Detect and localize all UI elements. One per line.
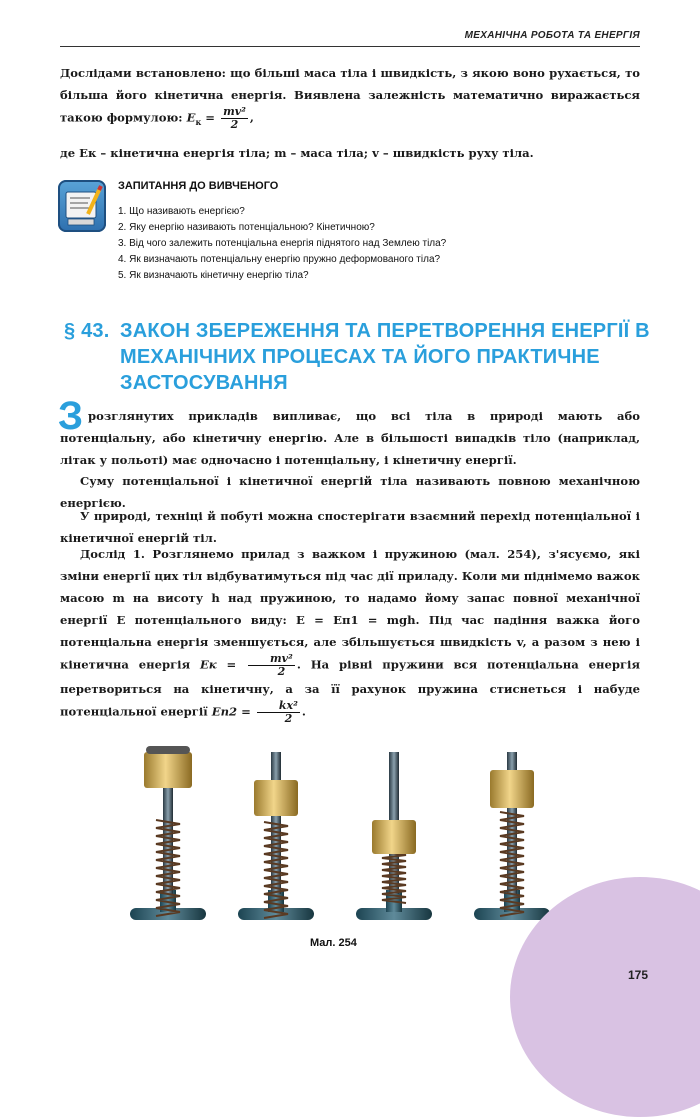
apparatus-4 (474, 752, 550, 920)
questions-title: ЗАПИТАННЯ ДО ВИВЧЕНОГО (118, 180, 279, 192)
kinetic-formula-lhs: Eк = (199, 657, 237, 672)
spring-energy-formula (257, 700, 300, 725)
apparatus-2 (238, 752, 314, 920)
spring-formula-lhs: Eп2 = (211, 704, 251, 719)
kinetic-energy-formula (221, 106, 248, 131)
questions-list (118, 204, 446, 284)
apparatus-1 (130, 746, 206, 920)
question-item: 5. Як визначають кінетичну енергію тіла? (118, 270, 309, 281)
intro-comma: , (249, 110, 254, 125)
formula-denominator: 2 (277, 665, 286, 678)
question-item: 2. Яку енергію називають потенціальною? Кінетичною? (118, 222, 375, 233)
kinetic-energy-formula-2 (248, 653, 295, 678)
question-item: 4. Як визначають потенціальну енергію пружно деформованого тіла? (118, 254, 441, 265)
formula-numerator: mv² (223, 105, 246, 118)
section-number: § 43. (64, 320, 110, 342)
body-paragraph-1: розглянутих прикладів випливає, що всі тіла в природі мають або потенціальну, або кінетичну енергію. Але в більшості випадків тіло (наприклад, літак у польоті) має одночасно і потенціальну, і кінетичну енергії. (60, 409, 640, 467)
question-item: 3. Від чого залежить потенціальна енергія піднятого над Землею тіла? (118, 238, 447, 249)
body-paragraph-4 (60, 543, 640, 725)
apparatus-3 (356, 752, 432, 920)
experiment-text: Дослід 1. Розглянемо прилад з важком і пружиною (мал. 254), з'ясуємо, які зміни енергії цих тіл відбуватимуться під час дії приладу. Коли ми піднімемо важок масою m на висоту h над пружиною, то надамо йому запас повної механічної енергії E потенціального виду: E = Eп1 = mgh. Під час падіння важка його потенціальна енергія зменшується, але збільшується швидкість v, а разом з нею і кінетична енергія (60, 547, 640, 672)
header-title: МЕХАНІЧНА РОБОТА ТА ЕНЕРГІЯ (464, 30, 640, 41)
section-title: ЗАКОН ЗБЕРЕЖЕННЯ ТА ПЕРЕТВОРЕННЯ ЕНЕРГІЇ В МЕХАНІЧНИХ ПРОЦЕСАХ ТА ЙОГО ПРАКТИЧНЕ ЗАСТОСУВАННЯ (120, 320, 650, 394)
intro-formula-lhs: E (186, 110, 196, 125)
body-paragraph-2: Суму потенціальної і кінетичної енергій тіла називають повною механічною енергією. (60, 474, 640, 510)
formula-numerator: kx² (257, 700, 300, 713)
intro-text: Дослідами встановлено: що більші маса тіла і швидкість, з якою воно рухається, то більша його кінетична енергія. Виявлена залежність математично виражається такою формулою: (60, 66, 640, 125)
formula-denominator: 2 (284, 712, 293, 725)
question-item: 1. Що називають енергією? (118, 206, 245, 217)
header-rule (60, 46, 640, 47)
body-paragraph-3: У природі, техніці й побуті можна спостерігати взаємний перехід потенціальної і кінетичної енергій тіл. (60, 509, 640, 545)
experiment-text-end: . (301, 704, 306, 719)
intro-paragraph: Дослідами встановлено: що більші маса тіла і швидкість, з якою воно рухається, то більша його кінетична енергія. Виявлена залежність математично виражається такою формулою: $E_к$ = $\frac{\text{mv²}}{2}$ , (60, 66, 640, 131)
page-number: 175 (628, 968, 649, 982)
intro-formula-sub: к (195, 116, 202, 127)
dropcap: З (58, 394, 84, 438)
intro-legend: де Eк – кінетична енергія тіла; m – маса тіла; v – швидкість руху тіла. (60, 146, 534, 160)
formula-denominator: 2 (230, 118, 239, 131)
experiment-text-cont: . На рівні пружини вся потенціальна енергія перетвориться на кінетичну, а за її рахунок пружина стиснеться і набуде потенціальної енергії (60, 657, 641, 719)
figure-caption: Мал. 254 (310, 937, 357, 949)
questions-icon (58, 180, 106, 232)
formula-numerator: mv² (248, 653, 295, 666)
